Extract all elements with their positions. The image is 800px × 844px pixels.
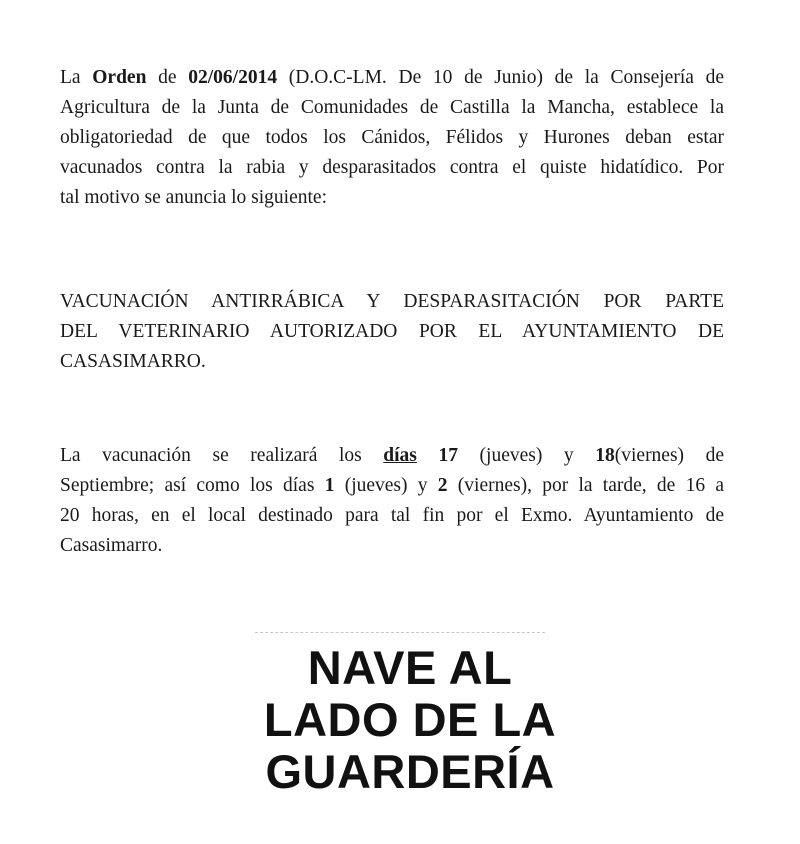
announcement-line-1: VACUNACIÓN ANTIRRÁBICA Y DESPARASITACIÓN POR PARTE (60, 291, 724, 312)
notice-line-1: NAVE AL (307, 641, 513, 694)
schedule-text: La vacunación se realizará los (60, 445, 384, 466)
day-1: 1 (324, 475, 335, 496)
announcement-paragraph (60, 287, 724, 377)
schedule-text: (jueves) y (457, 445, 596, 466)
dias-word: días (383, 445, 417, 466)
schedule-line-1 (60, 441, 724, 471)
day-18: 18 (595, 445, 615, 466)
location-notice (200, 642, 620, 798)
intro-paragraph (60, 63, 724, 213)
intro-line-4: vacunados contra la rabia y desparasitados contra el quiste hidatídico. Por (60, 157, 724, 178)
intro-text: La (60, 67, 93, 88)
intro-text: (D.O.C-LM. De 10 de Junio) de la Consejería de (277, 67, 724, 88)
schedule-text: (jueves) y (334, 475, 438, 496)
schedule-text (417, 445, 439, 466)
schedule-line-2 (60, 471, 724, 501)
schedule-text: (viernes) de (614, 445, 725, 466)
notice-line-3: GUARDERÍA (265, 745, 555, 798)
orden-date: 02/06/2014 (188, 67, 278, 88)
intro-text: de (146, 67, 189, 88)
intro-line-2: Agricultura de la Junta de Comunidades de Castilla la Mancha, establece la (60, 97, 724, 118)
day-2: 2 (437, 475, 448, 496)
schedule-line-4: Casasimarro. (60, 535, 163, 556)
announcement-line-3: CASASIMARRO. (60, 351, 206, 372)
schedule-text: (viernes), por la tarde, de 16 a (447, 475, 724, 496)
schedule-line-3: 20 horas, en el local destinado para tal fin por el Exmo. Ayuntamiento de (60, 505, 724, 526)
intro-line-3: obligatoriedad de que todos los Cánidos, Félidos y Hurones deban estar (60, 127, 724, 148)
day-17: 17 (438, 445, 458, 466)
intro-line-5: tal motivo se anuncia lo siguiente: (60, 187, 327, 208)
schedule-text: Septiembre; así como los días (60, 475, 325, 496)
schedule-paragraph (60, 441, 724, 561)
announcement-line-2: DEL VETERINARIO AUTORIZADO POR EL AYUNTAMIENTO DE (60, 321, 724, 342)
intro-line-1 (60, 63, 724, 93)
orden-word: Orden (92, 67, 147, 88)
divider (255, 632, 545, 633)
notice-line-2: LADO DE LA (263, 693, 557, 746)
